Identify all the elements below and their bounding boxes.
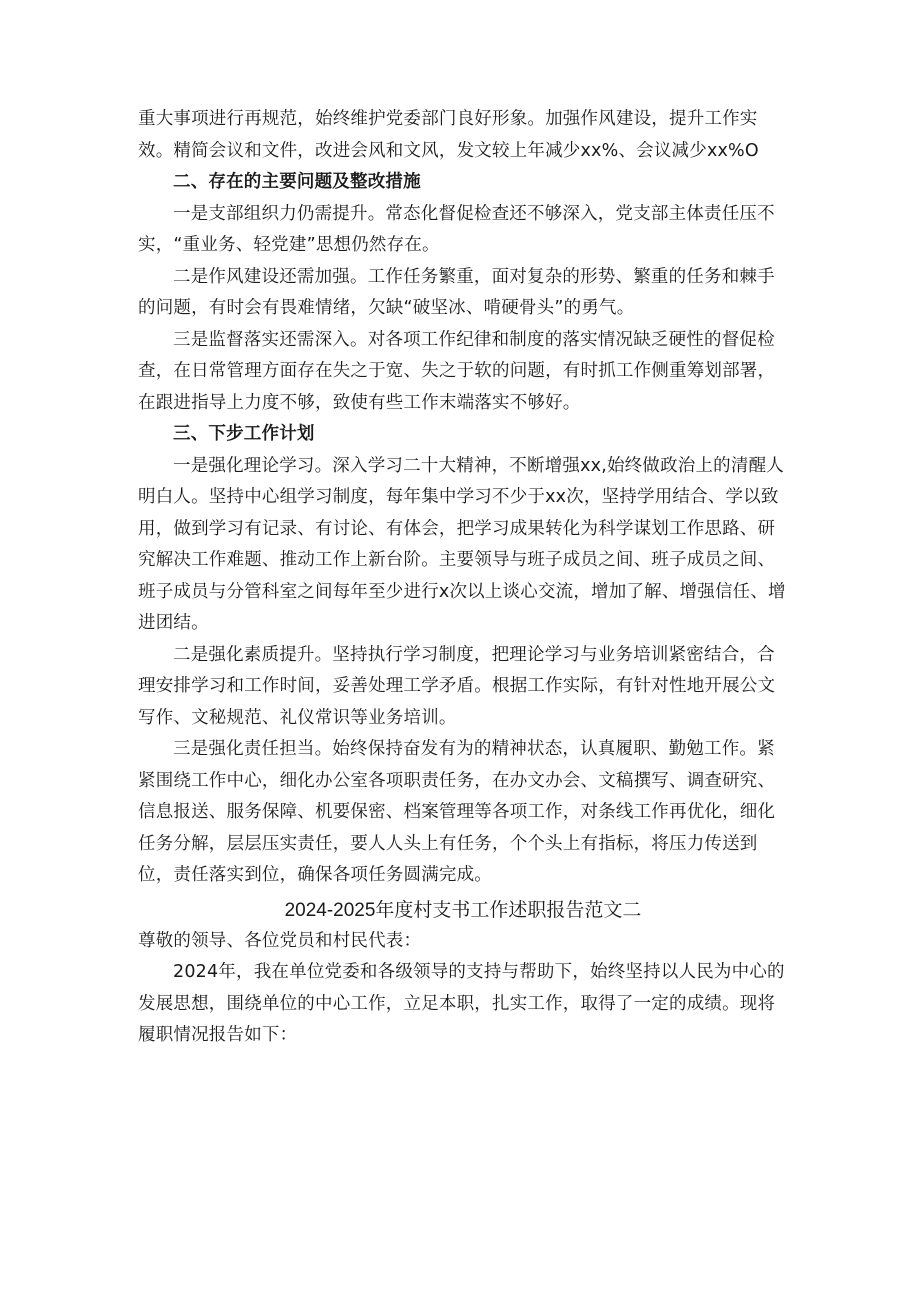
plan-paragraph-3: 三是强化责任担当。始终保持奋发有为的精神状态，认真履职、勤勉工作。紧紧围绕工作中心，细化办公室各项职责任务，在办文办会、文稿撰写、调查研究、信息报送、服务保障、机要保密、档案管理等各项工作，对条线工作再优化，细化任务分解，层层压实责任，要人人头上有任务，个个头上有指标，将压力传送到位，责任落实到位，确保各项任务圆满完成。 bbox=[138, 739, 776, 885]
problem-paragraph-2: 二是作风建设还需加强。工作任务繁重，面对复杂的形势、繁重的任务和棘手的问题，有时会有畏难情绪，欠缺“破坚冰、啃硬骨头”的勇气。 bbox=[138, 266, 775, 318]
document-body bbox=[138, 104, 788, 1052]
section-heading-problems: 二、存在的主要问题及整改措施 bbox=[173, 172, 421, 192]
problem-paragraph-3: 三是监督落实还需深入。对各项工作纪律和制度的落实情况缺乏硬性的督促检查，在日常管理方面存在失之于宽、失之于软的问题，有时抓工作侧重筹划部署，在跟进指导上力度不够，致使有些工作末端落实不够好。 bbox=[138, 329, 776, 413]
report-title: 2024-2025年度村支书工作述职报告范文二 bbox=[284, 899, 642, 921]
continuation-paragraph: 重大事项进行再规范，始终维护党委部门良好形象。加强作风建设，提升工作实效。精简会议和文件，改进会风和文风，发文较上年减少xx%、会议减少xx%O bbox=[138, 109, 759, 161]
plan-paragraph-2: 二是强化素质提升。坚持执行学习制度，把理论学习与业务培训紧密结合，合理安排学习和工作时间，妥善处理工学矛盾。根据工作实际，有针对性地开展公文写作、文秘规范、礼仪常识等业务培训。 bbox=[138, 644, 776, 728]
salutation: 尊敬的领导、各位党员和村民代表： bbox=[138, 930, 422, 951]
plan-paragraph-1: 一是强化理论学习。深入学习二十大精神，不断增强xx,始终做政治上的清醒人明白人。坚持中心组学习制度，每年集中学习不少于xx次，坚持学用结合、学以致用，做到学习有记录、有讨论、有体会，把学习成果转化为科学谋划工作思路、研究解决工作难题、推动工作上新台阶。主要领导与班子成员之间、班子成员之间、班子成员与分管科室之间每年至少进行x次以上谈心交流，增加了解、增强信任、增进团结。 bbox=[138, 455, 786, 633]
problem-paragraph-1: 一是支部组织力仍需提升。常态化督促检查还不够深入，党支部主体责任压不实，“重业务、轻党建”思想仍然存在。 bbox=[138, 203, 775, 255]
opening-paragraph: 2024年，我在单位党委和各级领导的支持与帮助下，始终坚持以人民为中心的发展思想，围绕单位的中心工作，立足本职，扎实工作，取得了一定的成绩。现将履职情况报告如下： bbox=[138, 962, 785, 1045]
section-heading-next-steps: 三、下步工作计划 bbox=[173, 424, 315, 444]
